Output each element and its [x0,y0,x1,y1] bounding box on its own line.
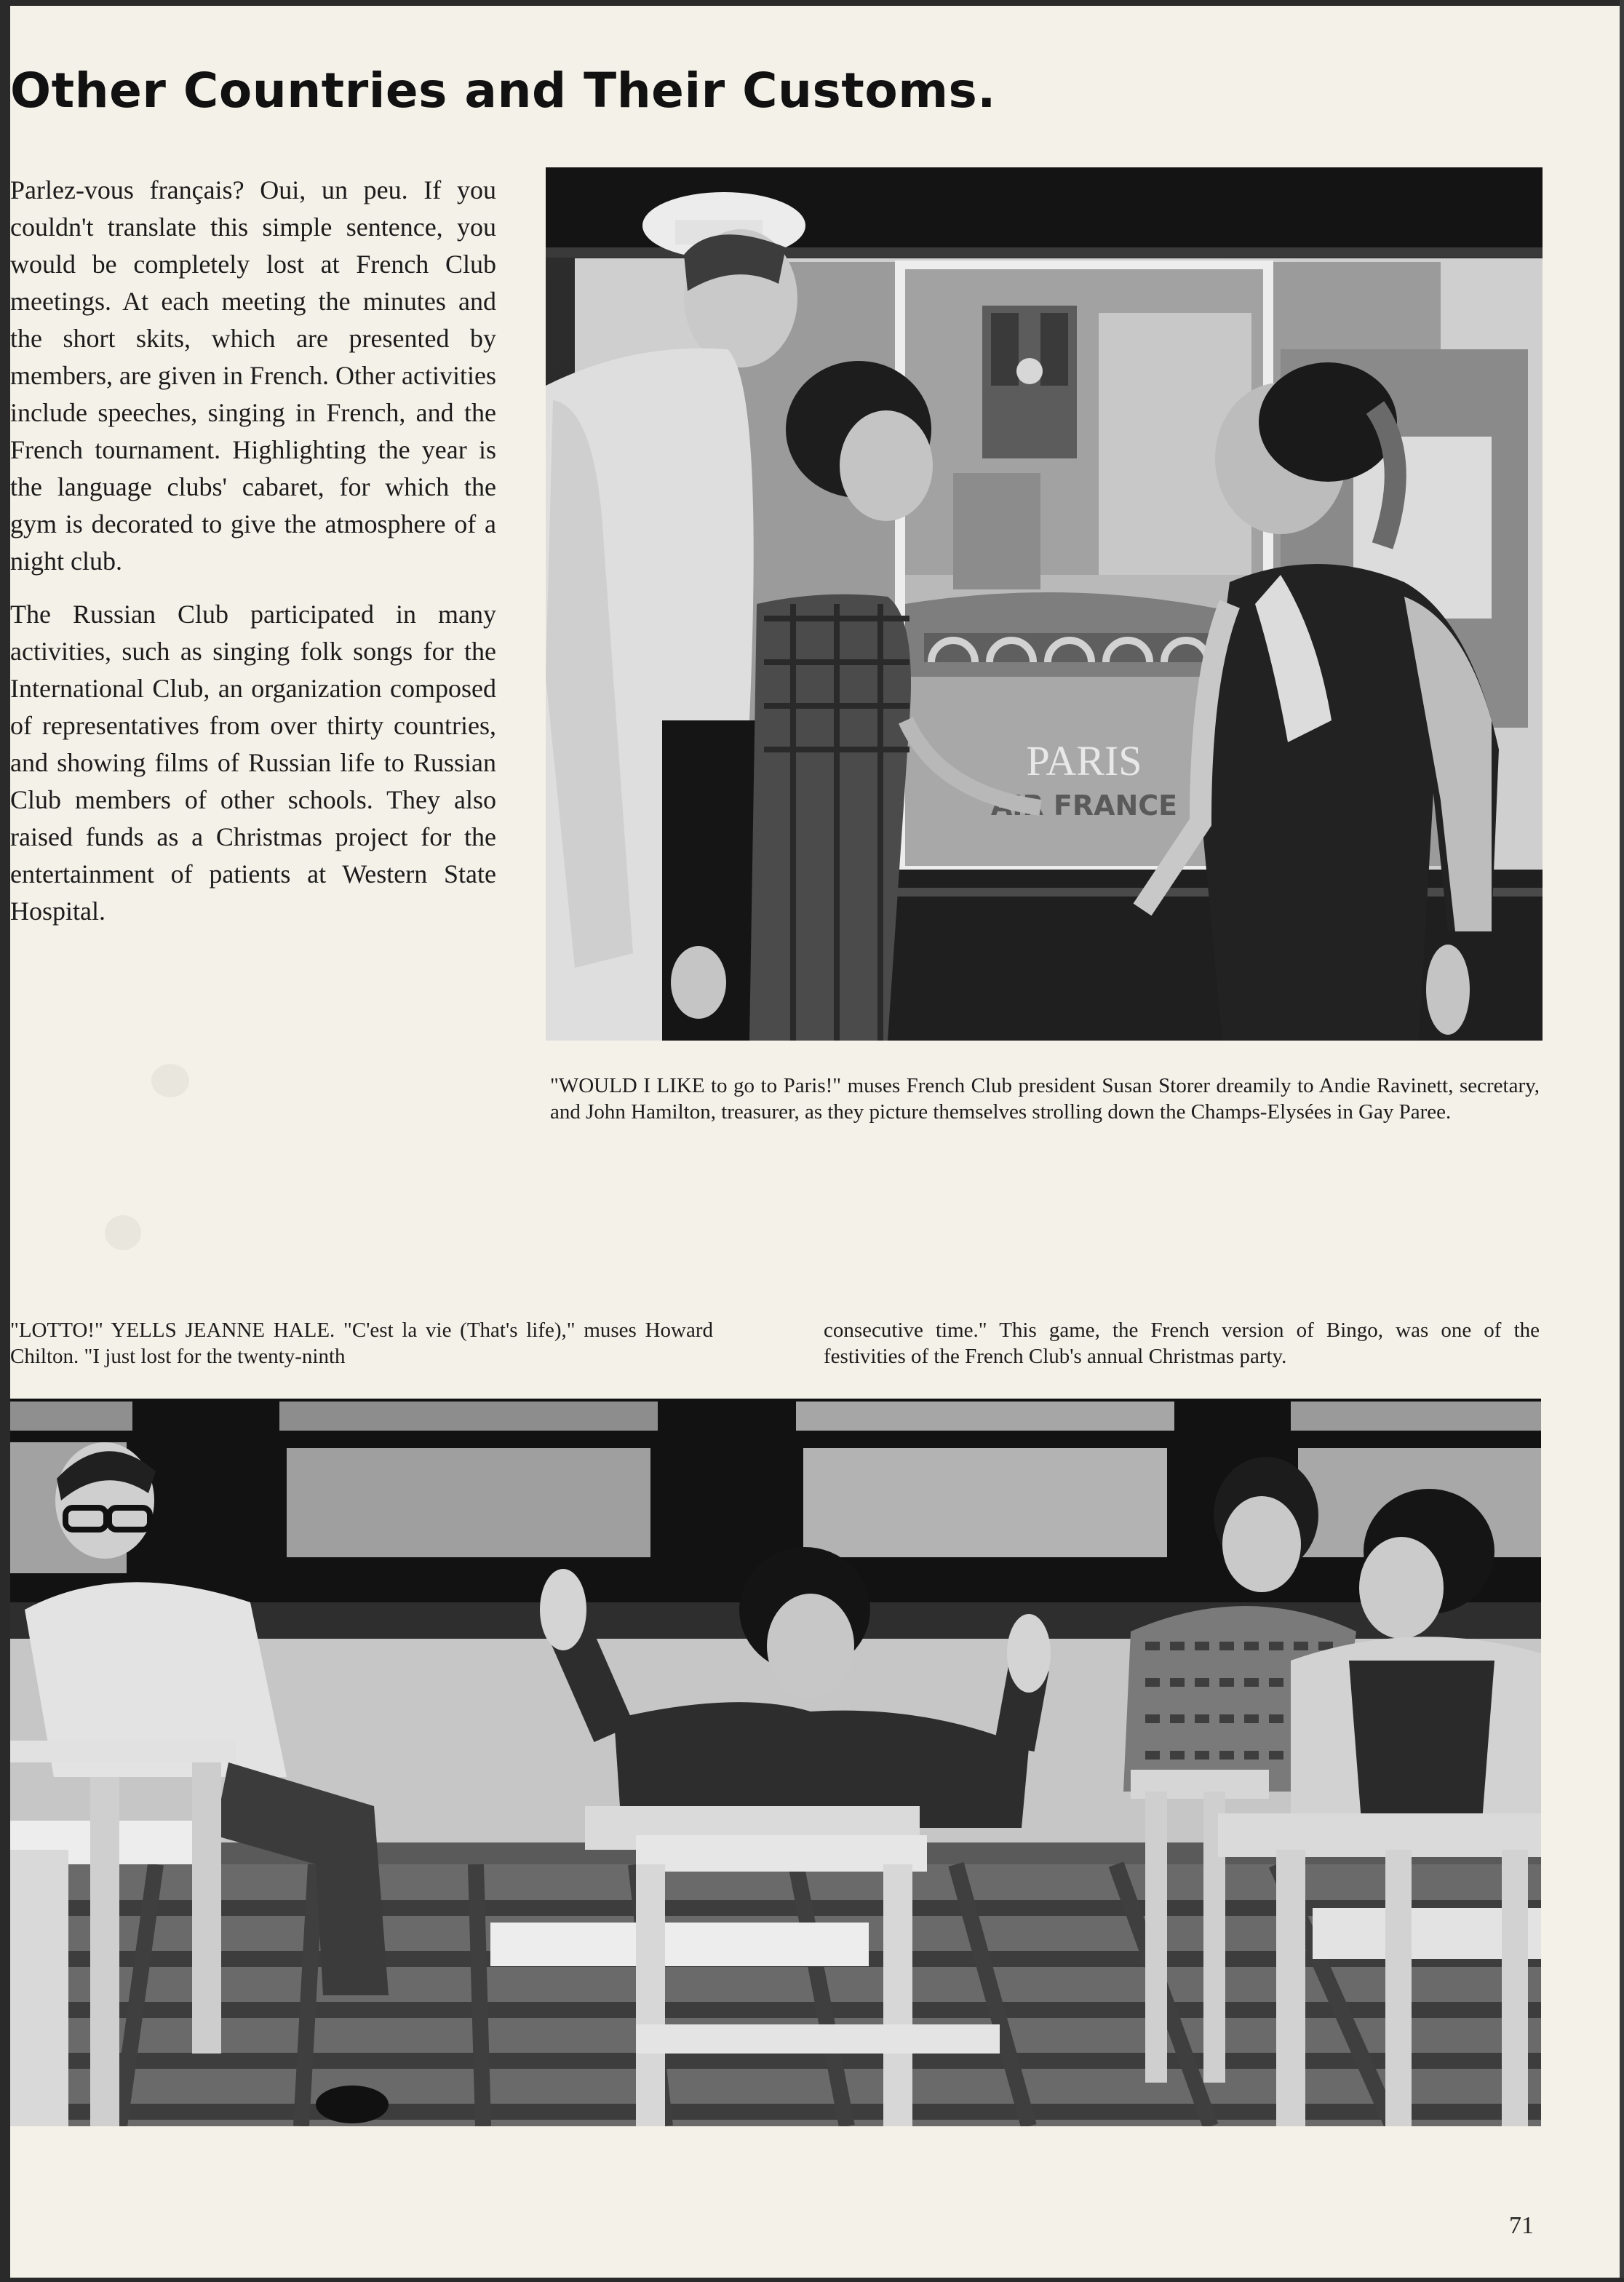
paragraph-french-club: Parlez-vous français? Oui, un peu. If you couldn't translate this simple sentence, you would be completely lost at French Club meetings. At each meeting the minutes and the short skits, which are presented by members, are given in French. Other activities include speeches, singing in French, and the French tournament. Highlighting the year is the language clubs' cabaret, for which the gym is decorated to give the atmosphere of a night club. [10,175,496,576]
caption-lotto-left: "LOTTO!" YELLS JEANNE HALE. "C'est la vie (That's life)," muses Howard Chilton. "I just lost for the twenty-ninth [10,1319,713,1368]
page-title: Other Countries and Their Customs. [10,63,996,119]
poster-paris-text: PARIS [1026,737,1142,784]
photo-french-club-poster-image [546,167,1543,1041]
photo-french-club-lotto [10,1399,1541,2126]
body-text [10,172,496,946]
paper-smudge [105,1215,141,1250]
paper-smudge [151,1064,189,1097]
checkered-floor [10,1864,1541,2126]
photo-french-club-poster [546,167,1543,1041]
page-edge-top [0,0,1624,6]
paragraph-russian-club: The Russian Club participated in many activities, such as singing folk songs for the International Club, an organization composed of representatives from over thirty countries, and showing films of Russian life to Russian Club members of other schools. They also raised funds as a Christmas project for the entertainment of patients at Western State Hospital. [10,600,496,926]
page-edge-bottom [0,2278,1624,2282]
caption-paris-photo: "WOULD I LIKE to go to Paris!" muses French Club president Susan Storer dreamily to Andie Ravinett, secretary, and John Hamilton, treasurer, as they picture themselves strolling down the Champs-Elysées in Gay Paree. [550,1074,1540,1124]
page-edge-left [0,0,10,2282]
page-number: 71 [1509,2212,1534,2239]
poster-air-france-text: AIR FRANCE [990,790,1178,822]
photo-french-club-lotto-image [10,1399,1541,2126]
page-edge-right [1620,0,1624,2282]
caption-lotto-right: consecutive time." This game, the French version of Bingo, was one of the festivities of the French Club's annual Christmas party. [824,1319,1540,1368]
